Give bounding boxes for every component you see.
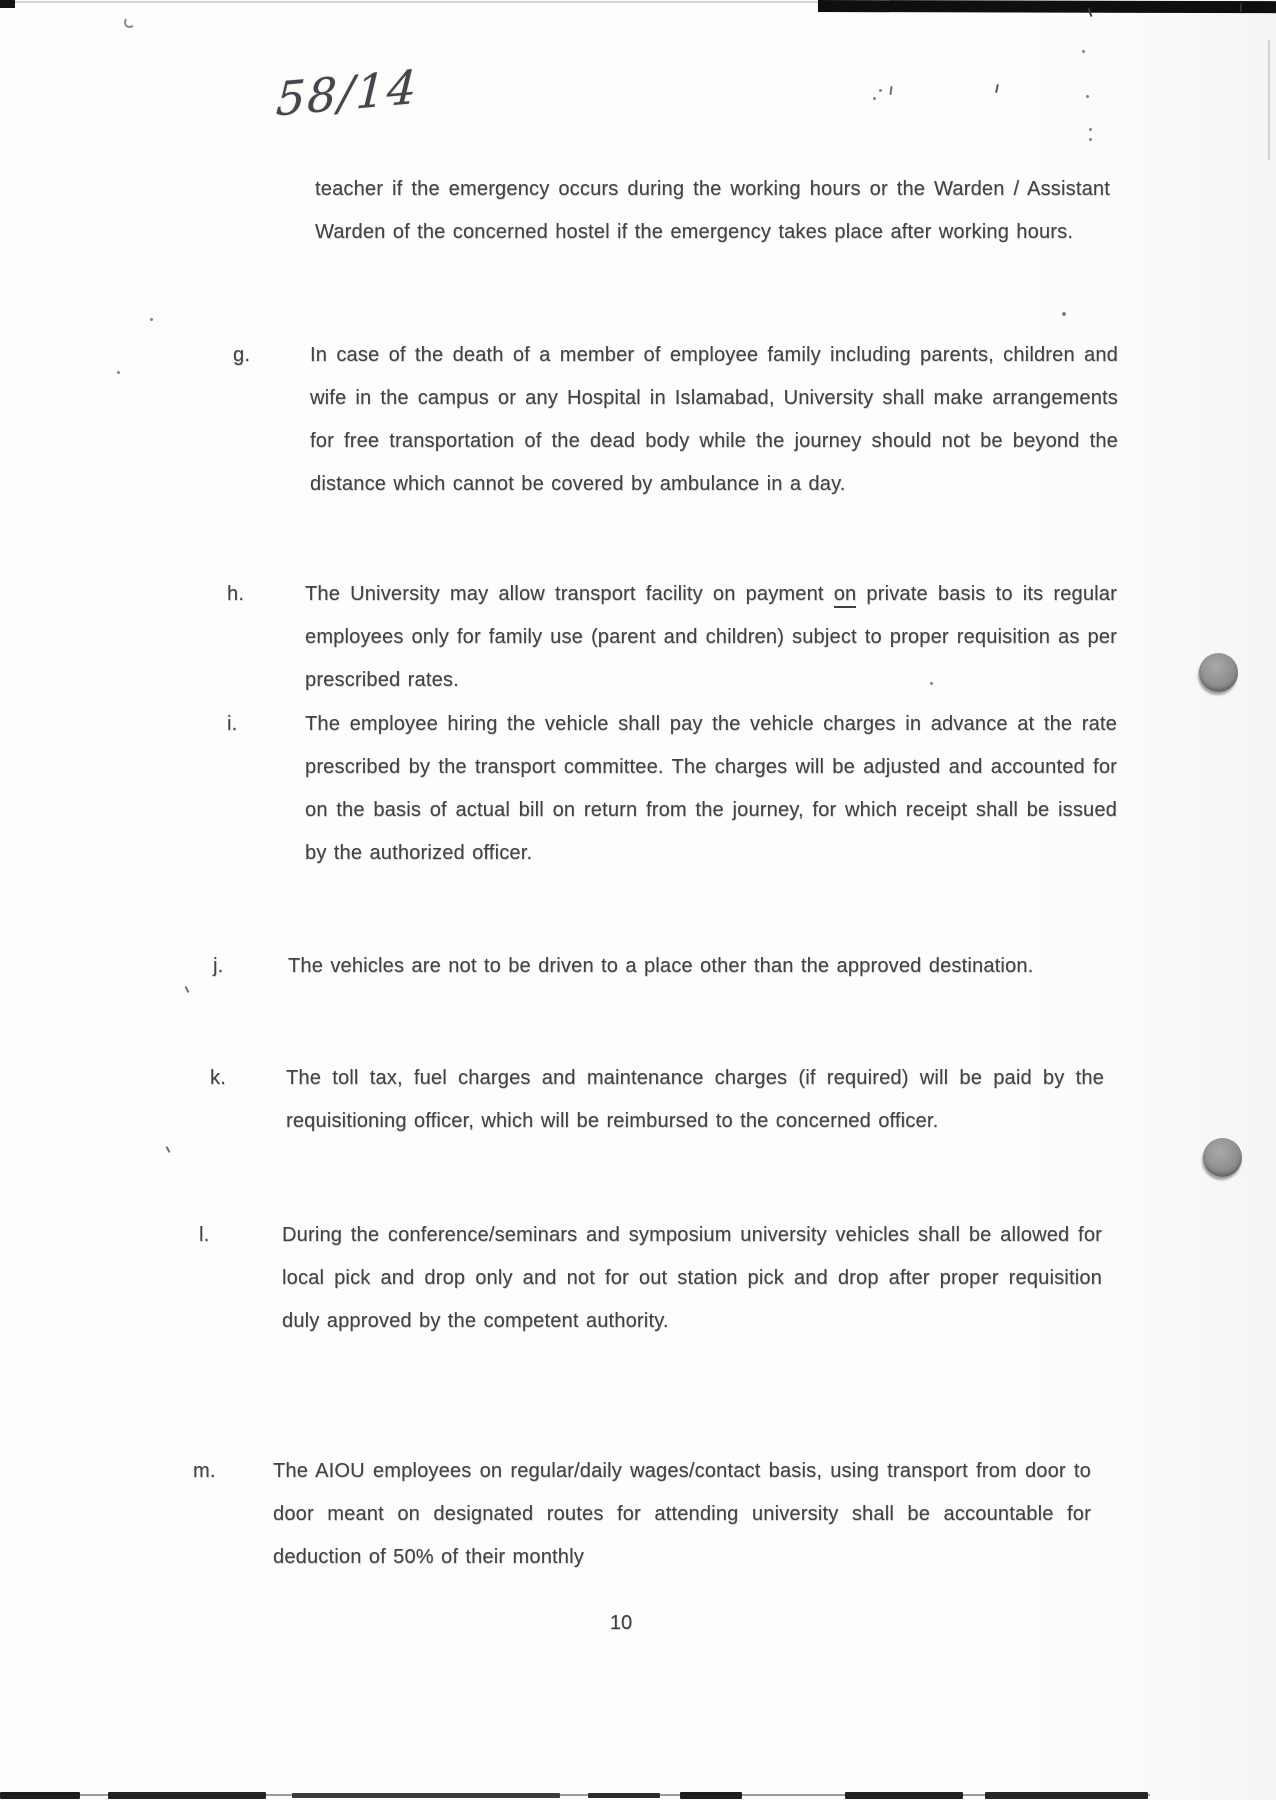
list-item-i (227, 703, 1117, 875)
scan-speck (1089, 138, 1092, 141)
scanner-bottom-segment (845, 1792, 963, 1799)
scan-speck (165, 1146, 170, 1153)
scanner-bottom-segment (108, 1792, 266, 1799)
item-text-pre: The University may allow transport facility on payment (305, 583, 824, 605)
item-label: i. (227, 713, 238, 735)
scan-speck (150, 318, 153, 321)
item-label: l. (199, 1224, 210, 1246)
item-text: The vehicles are not to be driven to a place other than the approved destination. (288, 955, 1034, 977)
item-label: j. (213, 955, 224, 977)
scan-speck (873, 97, 876, 100)
scan-speck (117, 371, 120, 374)
list-item-g (233, 334, 1118, 506)
scan-speck (930, 682, 933, 685)
list-item-h (227, 573, 1117, 702)
scan-speck (889, 86, 892, 95)
item-text-post: private basis to its regular employees only for family use (parent and children) subject to proper requisition as per prescribed rates. (305, 583, 1117, 691)
scan-speck (1240, 3, 1242, 12)
item-label: g. (233, 344, 251, 366)
scanner-bottom-segment (985, 1792, 1148, 1799)
scan-speck (995, 84, 999, 93)
handwritten-note: 58/14 (274, 59, 420, 127)
item-label: k. (210, 1067, 226, 1089)
item-text: The AIOU employees on regular/daily wages/contact basis, using transport from door to door meant on designated routes for attending university shall be accountable for deduction of 50% of their monthly (273, 1460, 1091, 1568)
intro-paragraph: teacher if the emergency occurs during the working hours or the Warden / Assistant Warden of the concerned hostel if the emergency takes place after working hours. (315, 178, 1110, 243)
scan-speck (1086, 95, 1089, 98)
item-text: The employee hiring the vehicle shall pay the vehicle charges in advance at the rate prescribed by the transport committee. The charges will be adjusted and accounted for on the basis of actual bill on return from the journey, for which receipt shall be issued by the authorized officer. (305, 713, 1117, 864)
scan-speck (1089, 128, 1092, 131)
scan-speck (124, 17, 135, 28)
scan-speck (879, 89, 882, 92)
item-label: h. (227, 583, 245, 605)
scan-speck (184, 986, 189, 993)
scanner-bottom-segment (680, 1792, 742, 1799)
scan-speck (1082, 50, 1085, 53)
scan-speck (1062, 312, 1066, 316)
fastener-dot-icon (1199, 653, 1238, 692)
right-margin-streak (1268, 40, 1270, 160)
item-text (305, 573, 1117, 702)
item-text: The toll tax, fuel charges and maintenance charges (if required) will be paid by the requisitioning officer, which will be reimbursed to the concerned officer. (286, 1067, 1104, 1132)
list-item-j (213, 945, 1108, 988)
list-item-k (210, 1057, 1104, 1143)
scanner-bottom-segment (292, 1793, 560, 1798)
list-item-m (193, 1450, 1091, 1579)
item-label: m. (193, 1460, 216, 1482)
scanner-bottom-segment (588, 1793, 660, 1798)
list-item-l (199, 1214, 1102, 1343)
scanner-top-black-bar (818, 0, 1276, 13)
fastener-dot-icon (1203, 1138, 1242, 1177)
item-text: During the conference/seminars and symposium university vehicles shall be allowed for local pick and drop only and not for out station pick and drop after proper requisition duly approved by the competent authority. (282, 1224, 1102, 1332)
underlined-word: on (834, 583, 857, 608)
page-number: 10 (609, 1612, 633, 1634)
scanner-bottom-segment (0, 1792, 80, 1799)
scanner-corner-notch (0, 0, 15, 8)
item-text: In case of the death of a member of employee family including parents, children and wife in the campus or any Hospital in Islamabad, University shall make arrangements for free transportation of the dead body while the journey should not be beyond the distance which cannot be covered by ambulance in a day. (310, 344, 1118, 495)
